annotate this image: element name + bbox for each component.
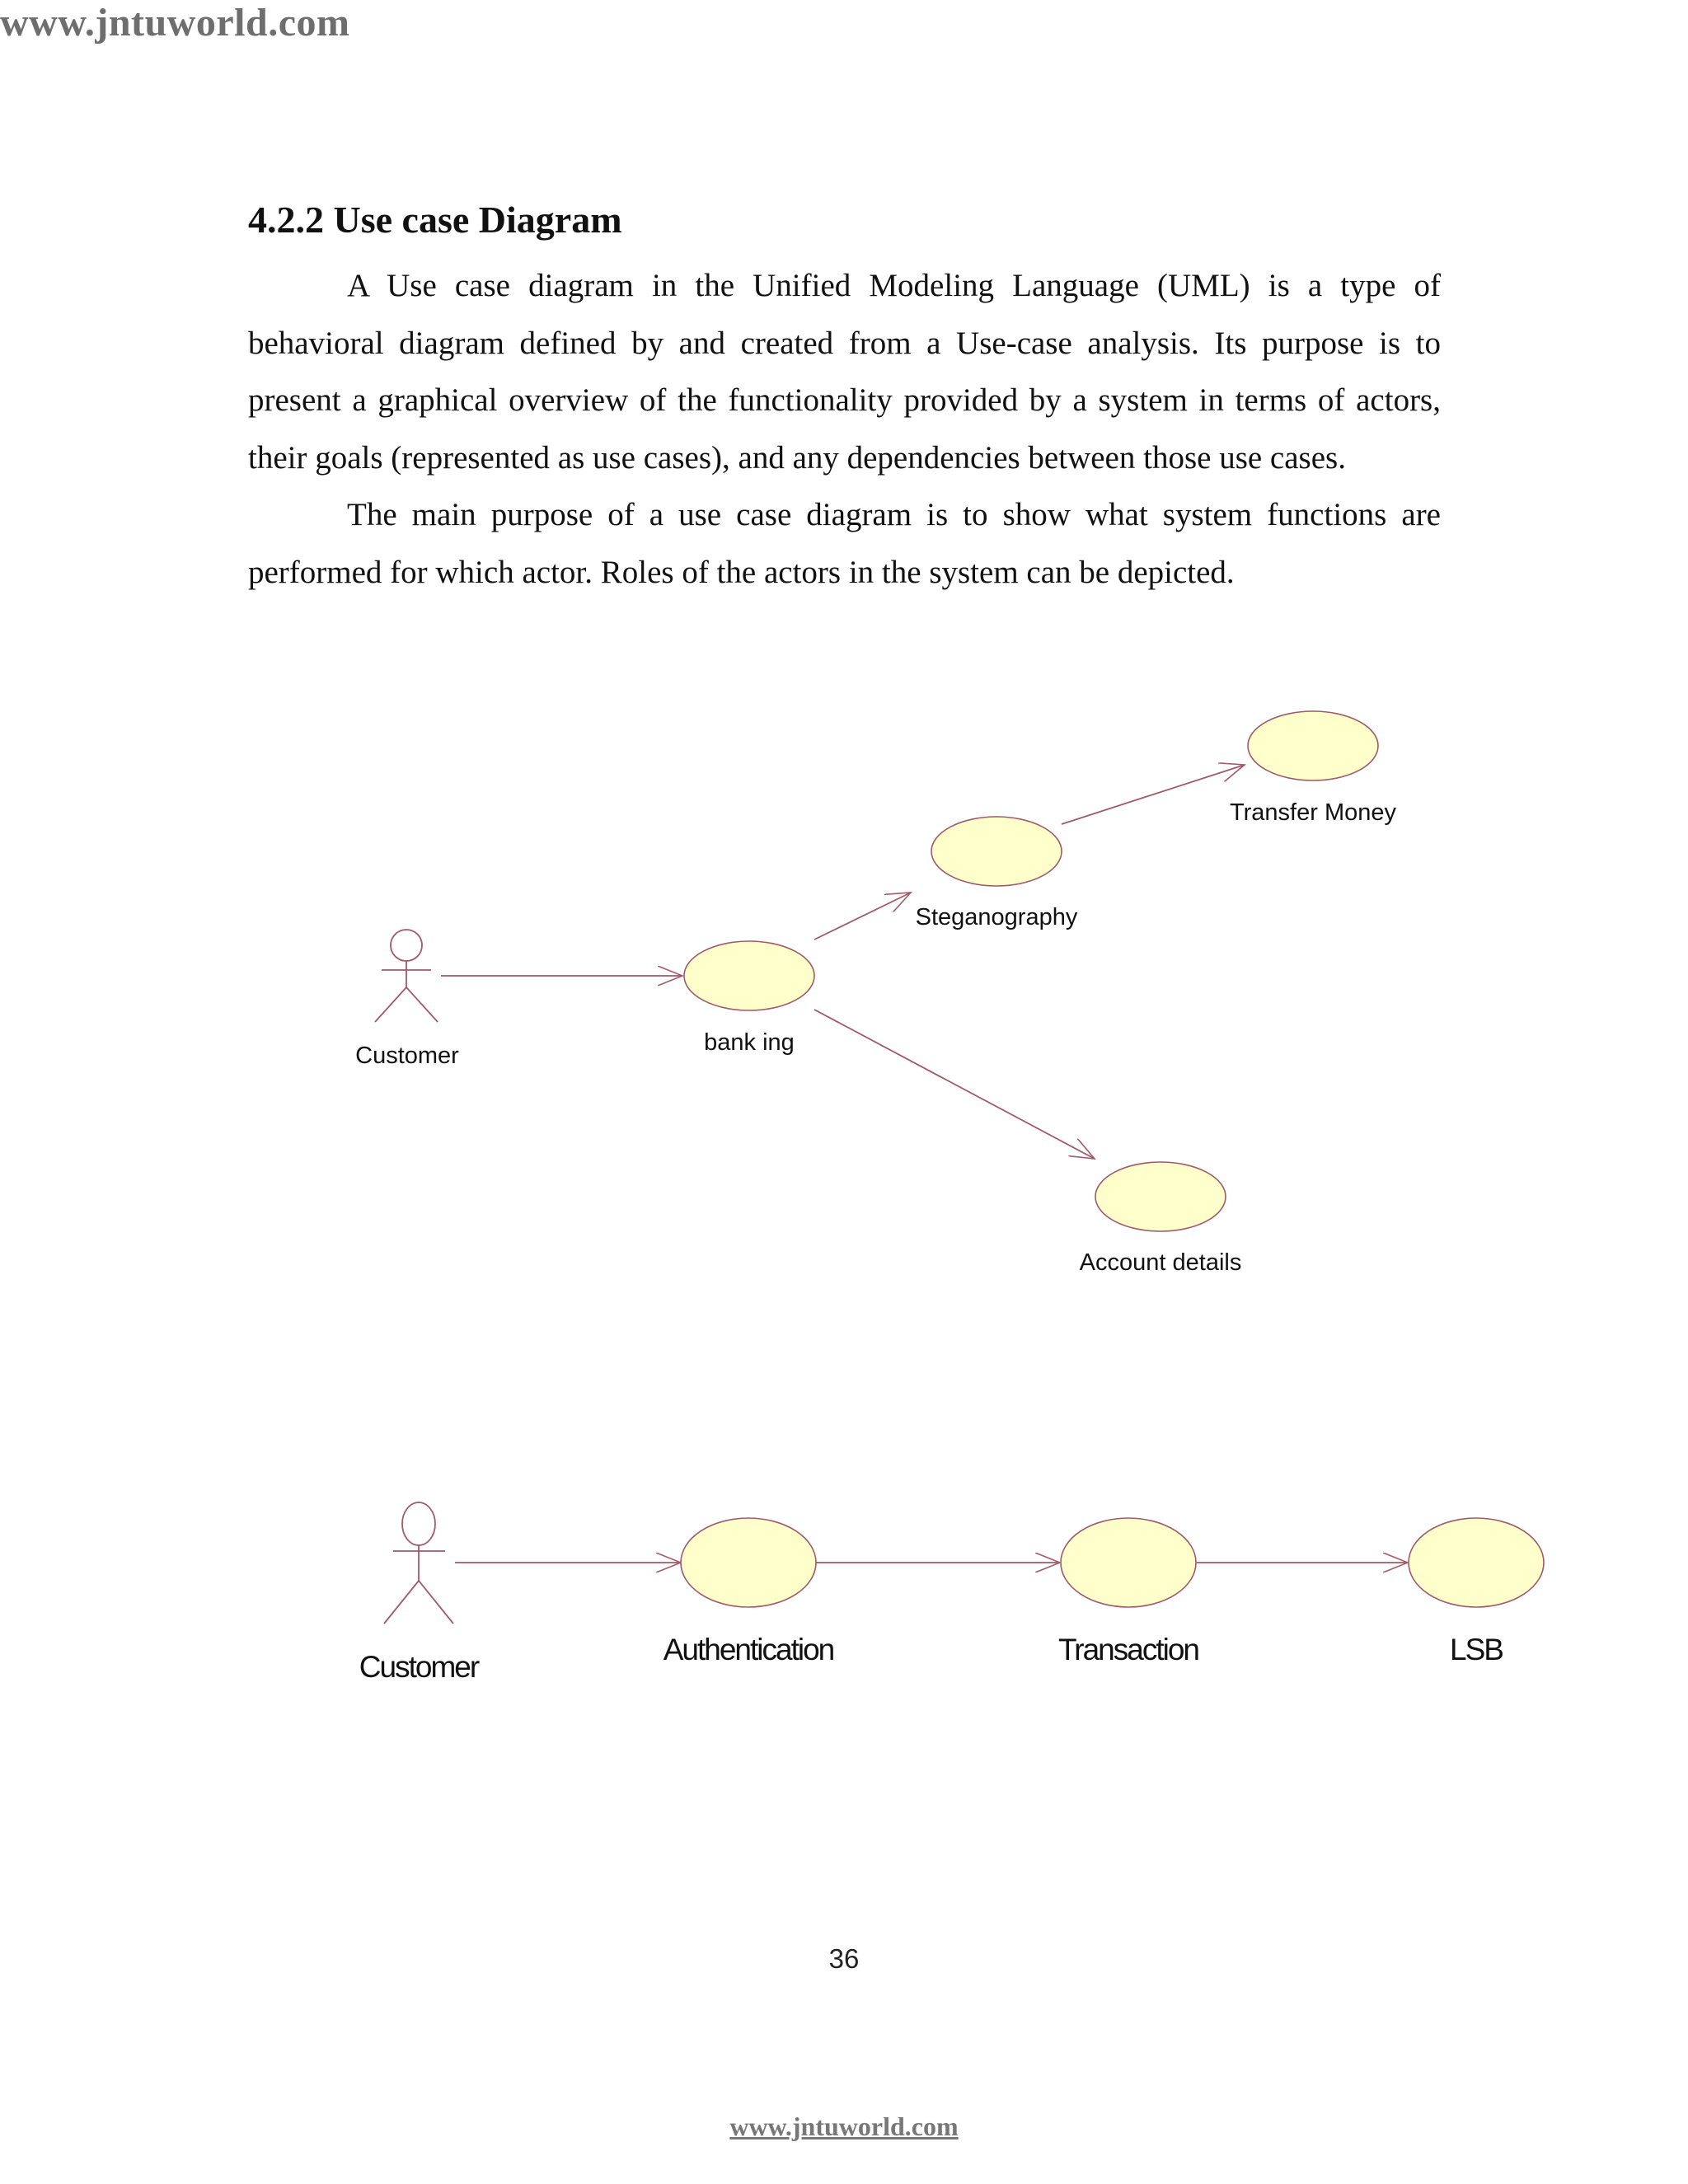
banking-to-account-details-arrow [814,1010,1095,1159]
section-heading: 4.2.2 Use case Diagram [248,199,622,241]
page-number: 36 [828,1943,860,1974]
account-details-label: Account details [1079,1249,1242,1276]
transaction-use-case [1061,1518,1196,1607]
authentication-use-case [681,1518,816,1607]
account-details-use-case [1095,1162,1226,1231]
diagram2 [359,1502,1544,1684]
customer-actor-label: Customer [359,1650,479,1684]
header-watermark: www.jntuworld.com [0,1,350,45]
customer-actor-label: Customer [355,1043,459,1069]
footer-watermark[interactable]: www.jntuworld.com [729,2111,959,2141]
paragraph: A Use case diagram in the Unified Modeling Language (UML) is a type of behavioral diagram defined by and created from a Use-case analysis. Its purpose is to present a graphical overview of the functionality provided by a system in terms of actors, their goals (represented as use cases), and any dependencies between those use cases. [248,268,1441,476]
lsb-label: LSB [1450,1633,1503,1666]
steganography-use-case [931,817,1062,886]
banking-use-case [684,941,814,1010]
customer-actor-icon [384,1502,453,1624]
banking-label: bank ing [704,1029,795,1056]
banking-to-steganography-arrow [814,893,911,940]
authentication-label: Authentication [663,1633,834,1666]
transfer-money-use-case [1248,711,1378,780]
transaction-label: Transaction [1058,1633,1198,1666]
lsb-use-case [1409,1518,1544,1607]
diagram1 [355,711,1396,1276]
customer-actor-icon [375,930,438,1022]
transfer-money-label: Transfer Money [1230,799,1396,826]
paragraph: The main purpose of a use case diagram is to show what system functions are performed for which actor. Roles of the actors in the system can be depicted. [248,497,1441,590]
steganography-to-transfer-arrow [1062,765,1245,824]
steganography-label: Steganography [915,904,1078,930]
